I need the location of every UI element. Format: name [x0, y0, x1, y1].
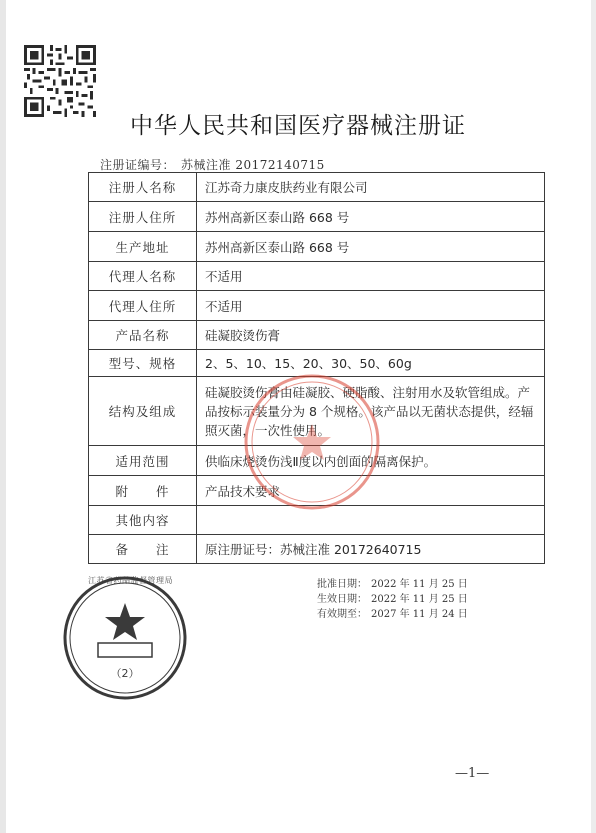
registration-number: [100, 156, 325, 173]
row-value: 苏州高新区泰山路 668 号: [197, 232, 545, 262]
row-label: 代理人名称: [89, 262, 197, 291]
row-value: 江苏奇力康皮肤药业有限公司: [197, 173, 545, 202]
table-row: [89, 535, 545, 564]
row-label: 产品名称: [89, 321, 197, 350]
row-label: 注册人名称: [89, 173, 197, 202]
row-value: 产品技术要求: [197, 476, 545, 506]
row-label: 备 注: [89, 535, 197, 564]
issue-date-label: 生效日期：: [317, 594, 367, 605]
row-value: 苏州高新区泰山路 668 号: [197, 202, 545, 232]
date-block: [317, 577, 468, 622]
row-label: 代理人住所: [89, 291, 197, 321]
table-row: [89, 262, 545, 291]
row-label: 附 件: [89, 476, 197, 506]
row-value: 硅凝胶烫伤膏: [197, 321, 545, 350]
approval-date: 2022 年 11 月 25 日: [371, 579, 468, 590]
row-value: 原注册证号：苏械注准 20172640715: [197, 535, 545, 564]
table-row: [89, 173, 545, 202]
table-row: [89, 232, 545, 262]
row-value: 2、5、10、15、20、30、50、60g: [197, 350, 545, 377]
expiry-date: 2027 年 11 月 24 日: [371, 609, 468, 620]
page-title: 中华人民共和国医疗器械注册证: [130, 113, 466, 139]
row-label: 生产地址: [89, 232, 197, 262]
approval-date-label: 批准日期：: [317, 579, 367, 590]
issuer-name: 江苏省药品监督管理局: [88, 576, 173, 585]
approval-date-row: [317, 577, 468, 592]
row-label: 注册人住所: [89, 202, 197, 232]
page-number: —1—: [455, 766, 490, 781]
official-seal-icon: [60, 573, 190, 703]
table-row: [89, 321, 545, 350]
company-seal-icon: [232, 362, 392, 522]
expiry-date-label: 有效期至：: [317, 609, 367, 620]
row-value: 不适用: [197, 262, 545, 291]
row-label: 型号、规格: [89, 350, 197, 377]
row-label: 结构及组成: [89, 377, 197, 446]
expiry-date-row: [317, 607, 468, 622]
table-row: [89, 291, 545, 321]
row-value: 不适用: [197, 291, 545, 321]
table-row: [89, 202, 545, 232]
registration-number-value: 苏械注准 20172140715: [181, 158, 325, 172]
registration-number-label: 注册证编号：: [100, 158, 176, 172]
issue-date-row: [317, 592, 468, 607]
row-label: 其他内容: [89, 506, 197, 535]
row-value: 硅凝胶烫伤膏由硅凝胶、硬脂酸、注射用水及软管组成。产品按标示装量分为 8 个规格。该产品以无菌状态提供，经辐照灭菌，一次性使用。: [197, 377, 545, 446]
row-label: 适用范围: [89, 446, 197, 476]
official-seal-number: （2）: [110, 667, 140, 680]
issue-date: 2022 年 11 月 25 日: [371, 594, 468, 605]
row-value: 供临床烧烫伤浅Ⅱ度以内创面的隔离保护。: [197, 446, 545, 476]
